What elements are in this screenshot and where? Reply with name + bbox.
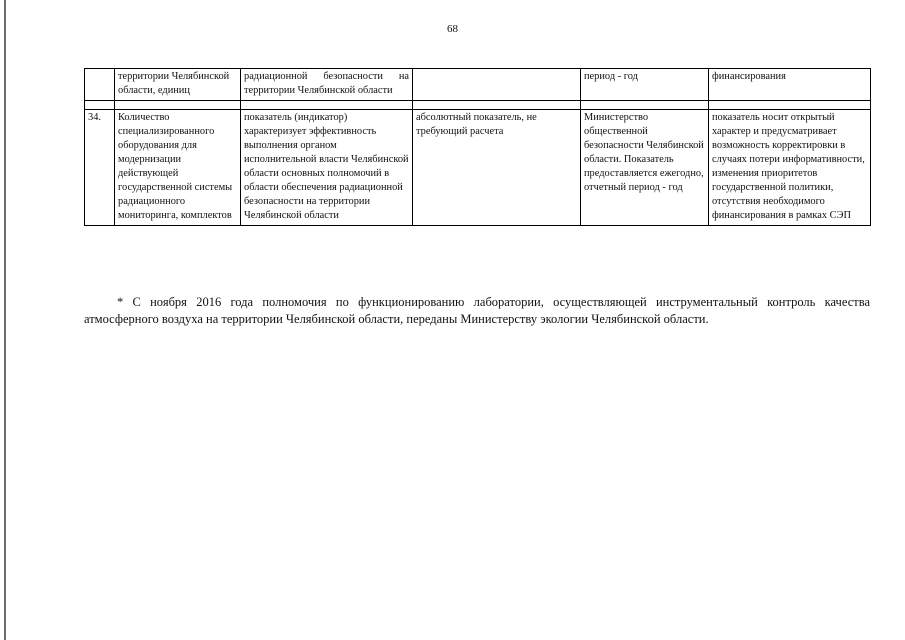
row-number-cell [85,69,115,101]
table-gap-row [85,101,871,110]
indicator-table [84,68,871,226]
page-number: 68 [447,23,458,35]
row-number-cell: 34. [85,110,115,226]
calculation-method-cell [413,69,581,101]
calculation-method-cell: абсолютный показатель, не требующий расчета [413,110,581,226]
notes-cell: финансирования [709,69,871,101]
footnote: * С ноября 2016 года полномочия по функционированию лаборатории, осуществляющей инструментальный контроль качества атмосферного воздуха на территории Челябинской области, переданы Министерству экологии Челябинской области. [84,295,870,326]
table-row [85,110,871,226]
indicator-name-cell: территории Челябинской области, единиц [115,69,241,101]
notes-cell: показатель носит открытый характер и предусматривает возможность корректировки в случаях потери информативности, изменения приоритетов государственной политики, отсутствия необходимого финансирования в рамках СЭП [709,110,871,226]
indicator-description-cell: показатель (индикатор) характеризует эффективность выполнения органом исполнительной власти Челябинской области основных полномочий в области обеспечения радиационной безопасности на территории Челябинской области [241,110,413,226]
indicator-description-cell: радиационной безопасности на территории Челябинской области [241,69,413,101]
indicator-name-cell: Количество специализированного оборудования для модернизации действующей государственной системы радиационного мониторинга, комплектов [115,110,241,226]
page-left-edge [4,0,6,640]
data-source-cell: Министерство общественной безопасности Челябинской области. Показатель предоставляется ежегодно, отчетный период - год [581,110,709,226]
data-source-cell: период - год [581,69,709,101]
table-row [85,69,871,101]
